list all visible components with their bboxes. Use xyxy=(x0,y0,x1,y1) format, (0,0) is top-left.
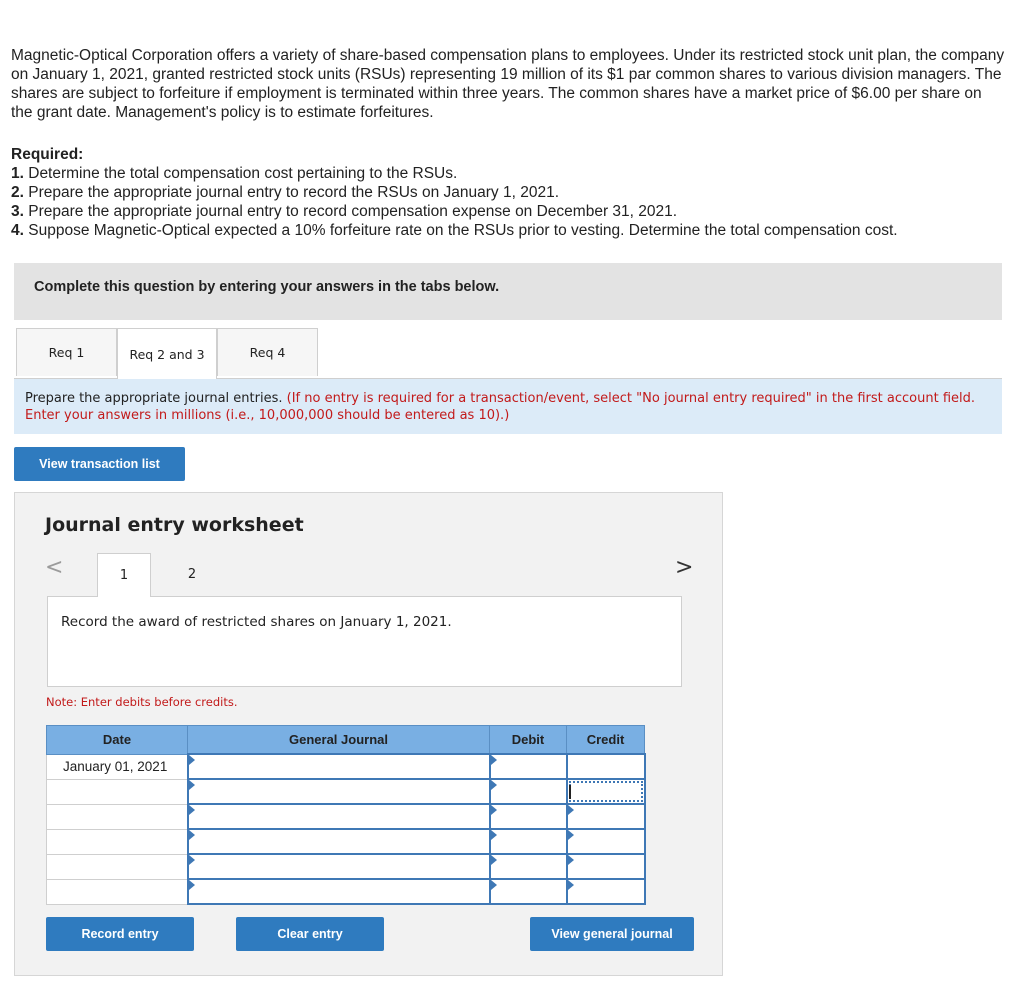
tab-req-2-and-3[interactable]: Req 2 and 3 xyxy=(117,328,217,379)
date-cell[interactable] xyxy=(47,879,188,904)
credit-input-focused[interactable] xyxy=(567,779,645,804)
dropdown-marker-icon xyxy=(189,880,195,890)
dropdown-marker-icon xyxy=(491,830,497,840)
record-entry-button[interactable]: Record entry xyxy=(46,917,194,951)
dropdown-marker-icon xyxy=(189,755,195,765)
complete-question-text: Complete this question by entering your answers in the tabs below. xyxy=(34,279,500,295)
debit-input[interactable] xyxy=(490,779,567,804)
debits-before-credits-note: Note: Enter debits before credits. xyxy=(46,695,238,709)
credit-input[interactable] xyxy=(567,854,645,879)
credit-input[interactable] xyxy=(567,754,645,779)
tab-req-4[interactable]: Req 4 xyxy=(217,328,318,376)
tab-req-1[interactable]: Req 1 xyxy=(16,328,117,376)
instructions-panel xyxy=(14,379,1002,434)
credit-header: Credit xyxy=(567,726,645,755)
worksheet-title: Journal entry worksheet xyxy=(45,514,304,536)
instructions-main: Prepare the appropriate journal entries. xyxy=(25,391,283,406)
requirement-3: 3. Prepare the appropriate journal entry to record compensation expense on December 31, 2021. xyxy=(11,203,678,220)
next-entry-icon[interactable]: > xyxy=(675,555,694,580)
dropdown-marker-icon xyxy=(568,805,574,815)
credit-input[interactable] xyxy=(567,879,645,904)
journal-table xyxy=(46,725,646,905)
date-cell[interactable] xyxy=(47,829,188,854)
dropdown-marker-icon xyxy=(189,805,195,815)
requirement-4: 4. Suppose Magnetic-Optical expected a 10% forfeiture rate on the RSUs prior to vesting. Determine the total compensation cost. xyxy=(11,222,898,239)
requirements-block xyxy=(11,145,1011,240)
account-input[interactable] xyxy=(188,829,490,854)
debit-header: Debit xyxy=(490,726,567,755)
table-row xyxy=(47,879,645,904)
table-row xyxy=(47,754,645,779)
credit-input[interactable] xyxy=(567,804,645,829)
table-row xyxy=(47,854,645,879)
date-cell[interactable] xyxy=(47,854,188,879)
date-cell[interactable]: January 01, 2021 xyxy=(47,754,188,779)
debit-input[interactable] xyxy=(490,879,567,904)
credit-input[interactable] xyxy=(567,829,645,854)
view-transaction-list-button[interactable]: View transaction list xyxy=(14,447,185,481)
complete-question-banner xyxy=(14,263,1002,320)
entry-description-box xyxy=(47,596,682,687)
requirement-2: 2. Prepare the appropriate journal entry to record the RSUs on January 1, 2021. xyxy=(11,184,559,201)
entry-page-2[interactable]: 2 xyxy=(187,566,197,582)
date-cell[interactable] xyxy=(47,804,188,829)
debit-input[interactable] xyxy=(490,804,567,829)
general-journal-header: General Journal xyxy=(188,726,490,755)
required-title: Required: xyxy=(11,146,84,163)
dropdown-marker-icon xyxy=(189,855,195,865)
view-general-journal-button[interactable]: View general journal xyxy=(530,917,694,951)
text-caret xyxy=(569,785,571,799)
dropdown-marker-icon xyxy=(189,780,195,790)
dropdown-marker-icon xyxy=(491,780,497,790)
dropdown-marker-icon xyxy=(568,880,574,890)
table-row xyxy=(47,804,645,829)
entry-description: Record the award of restricted shares on January 1, 2021. xyxy=(61,614,452,630)
prev-entry-icon[interactable]: < xyxy=(45,555,64,580)
debit-input[interactable] xyxy=(490,854,567,879)
journal-entry-worksheet xyxy=(14,492,723,976)
dropdown-marker-icon xyxy=(491,755,497,765)
dropdown-marker-icon xyxy=(491,880,497,890)
dropdown-marker-icon xyxy=(568,830,574,840)
problem-intro: Magnetic-Optical Corporation offers a variety of share-based compensation plans to employees. Under its restricted stock unit plan, the company on January 1, 2021, granted restricted stock units (RSUs) representing 19 million of its $1 par common shares to various division managers. The shares are subject to forfeiture if employment is terminated within three years. The common shares have a market price of $6.00 per share on the grant date. Management's policy is to estimate forfeitures. xyxy=(11,47,1005,121)
dropdown-marker-icon xyxy=(189,830,195,840)
instructions-note: (If no entry is required for a transaction/event, select "No journal entry required" in the first account field. Enter your answers in millions (i.e., 10,000,000 should be entered as 10).) xyxy=(25,391,976,423)
account-input[interactable] xyxy=(188,804,490,829)
account-input[interactable] xyxy=(188,854,490,879)
entry-page-1[interactable]: 1 xyxy=(97,553,151,597)
clear-entry-button[interactable]: Clear entry xyxy=(236,917,384,951)
date-header: Date xyxy=(47,726,188,755)
dropdown-marker-icon xyxy=(491,855,497,865)
account-input[interactable] xyxy=(188,879,490,904)
debit-input[interactable] xyxy=(490,829,567,854)
requirement-1: 1. Determine the total compensation cost pertaining to the RSUs. xyxy=(11,165,458,182)
account-input[interactable] xyxy=(188,779,490,804)
debit-input[interactable] xyxy=(490,754,567,779)
account-input[interactable] xyxy=(188,754,490,779)
date-cell[interactable] xyxy=(47,779,188,804)
dropdown-marker-icon xyxy=(491,805,497,815)
dropdown-marker-icon xyxy=(568,855,574,865)
table-row xyxy=(47,779,645,804)
table-row xyxy=(47,829,645,854)
